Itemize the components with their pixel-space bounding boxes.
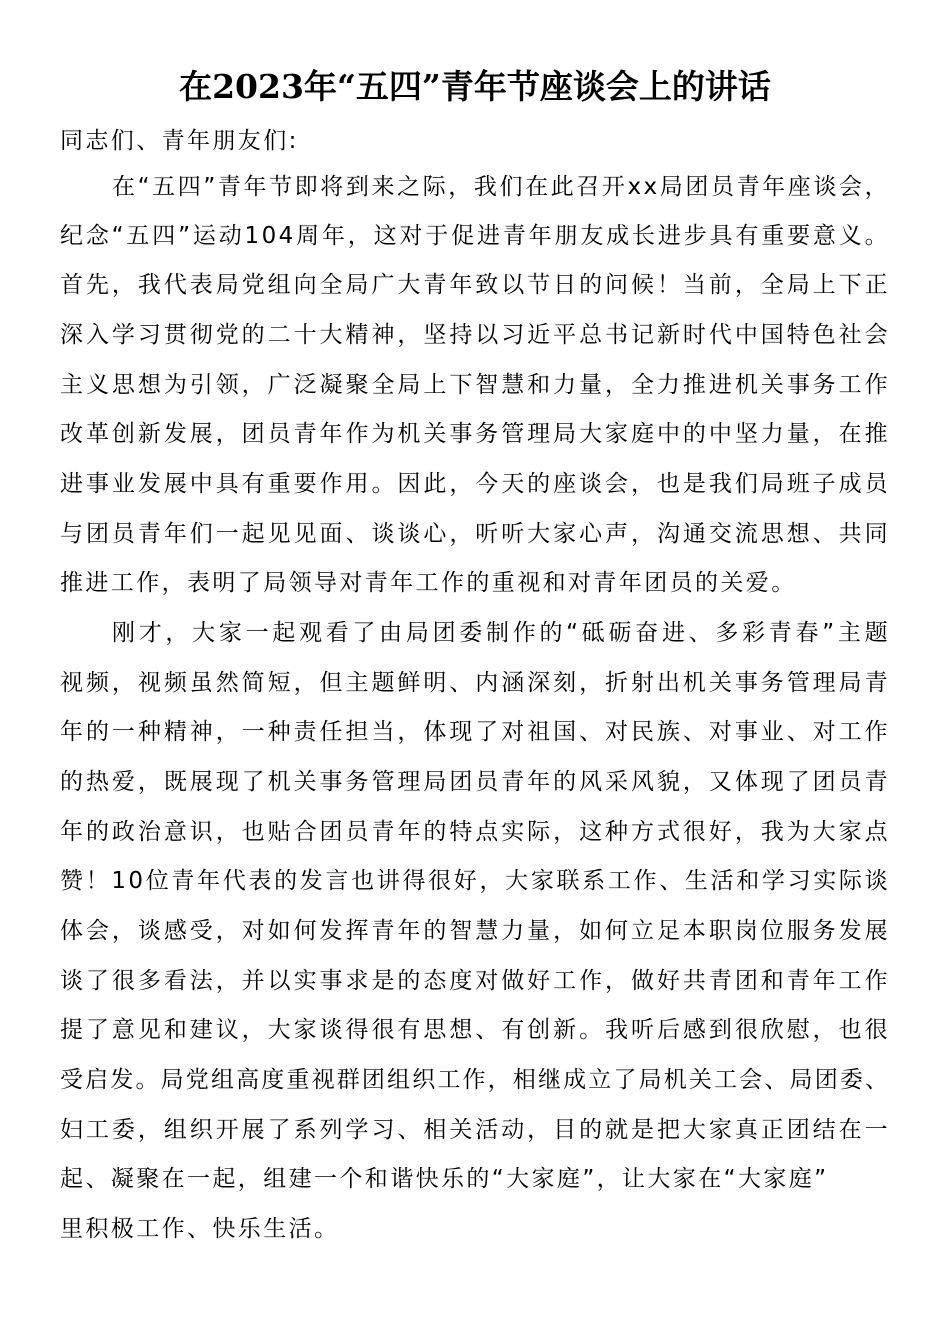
body-line: 谈了很多看法，并以实事求是的态度对做好工作，做好共青团和青年工作 <box>60 968 890 994</box>
body-line: 里积极工作、快乐生活。 <box>60 1216 340 1242</box>
body-line: 深入学习贯彻党的二十大精神，坚持以习近平总书记新时代中国特色社会 <box>60 322 890 348</box>
body-line: 在“五四”青年节即将到来之际，我们在此召开xx局团员青年座谈会， <box>112 174 890 200</box>
body-line: 与团员青年们一起见见面、谈谈心，听听大家心声，沟通交流思想、共同 <box>60 521 890 547</box>
body-line: 提了意见和建议，大家谈得很有思想、有创新。我听后感到很欣慰，也很 <box>60 1017 890 1043</box>
body-line: 进事业发展中具有重要作用。因此，今天的座谈会，也是我们局班子成员 <box>60 471 890 497</box>
body-line: 改革创新发展，团员青年作为机关事务管理局大家庭中的中坚力量，在推 <box>60 421 890 447</box>
body-line: 首先，我代表局党组向全局广大青年致以节日的问候！当前，全局上下正 <box>60 272 890 298</box>
salutation-line: 同志们、青年朋友们: <box>60 128 299 154</box>
body-line: 视频，视频虽然简短，但主题鲜明、内涵深刻，折射出机关事务管理局青 <box>60 670 890 696</box>
body-line: 赞！10位青年代表的发言也讲得很好，大家联系工作、生活和学习实际谈 <box>60 868 890 894</box>
body-line: 体会，谈感受，对如何发挥青年的智慧力量，如何立足本职岗位服务发展 <box>60 918 890 944</box>
body-line: 主义思想为引领，广泛凝聚全局上下智慧和力量，全力推进机关事务工作 <box>60 372 890 398</box>
body-line: 纪念“五四”运动104周年，这对于促进青年朋友成长进步具有重要意义。 <box>60 223 890 249</box>
body-line: 起、凝聚在一起，组建一个和谐快乐的“大家庭”，让大家在“大家庭” <box>60 1166 829 1192</box>
body-line: 刚才，大家一起观看了由局团委制作的“砥砺奋进、多彩青春”主题 <box>112 620 890 646</box>
body-line: 受启发。局党组高度重视群团组织工作，相继成立了局机关工会、局团委、 <box>60 1067 890 1093</box>
body-line: 的热爱，既展现了机关事务管理局团员青年的风采风貌，又体现了团员青 <box>60 769 890 795</box>
body-line: 年的一种精神，一种责任担当，体现了对祖国、对民族、对事业、对工作 <box>60 719 890 745</box>
body-line: 妇工委，组织开展了系列学习、相关活动，目的就是把大家真正团结在一 <box>60 1117 890 1143</box>
body-line: 年的政治意识，也贴合团员青年的特点实际，这种方式很好，我为大家点 <box>60 819 890 845</box>
body-line: 推进工作，表明了局领导对青年工作的重视和对青年团员的关爱。 <box>60 570 797 596</box>
document-title: 在2023年“五四”青年节座谈会上的讲话 <box>179 67 771 106</box>
